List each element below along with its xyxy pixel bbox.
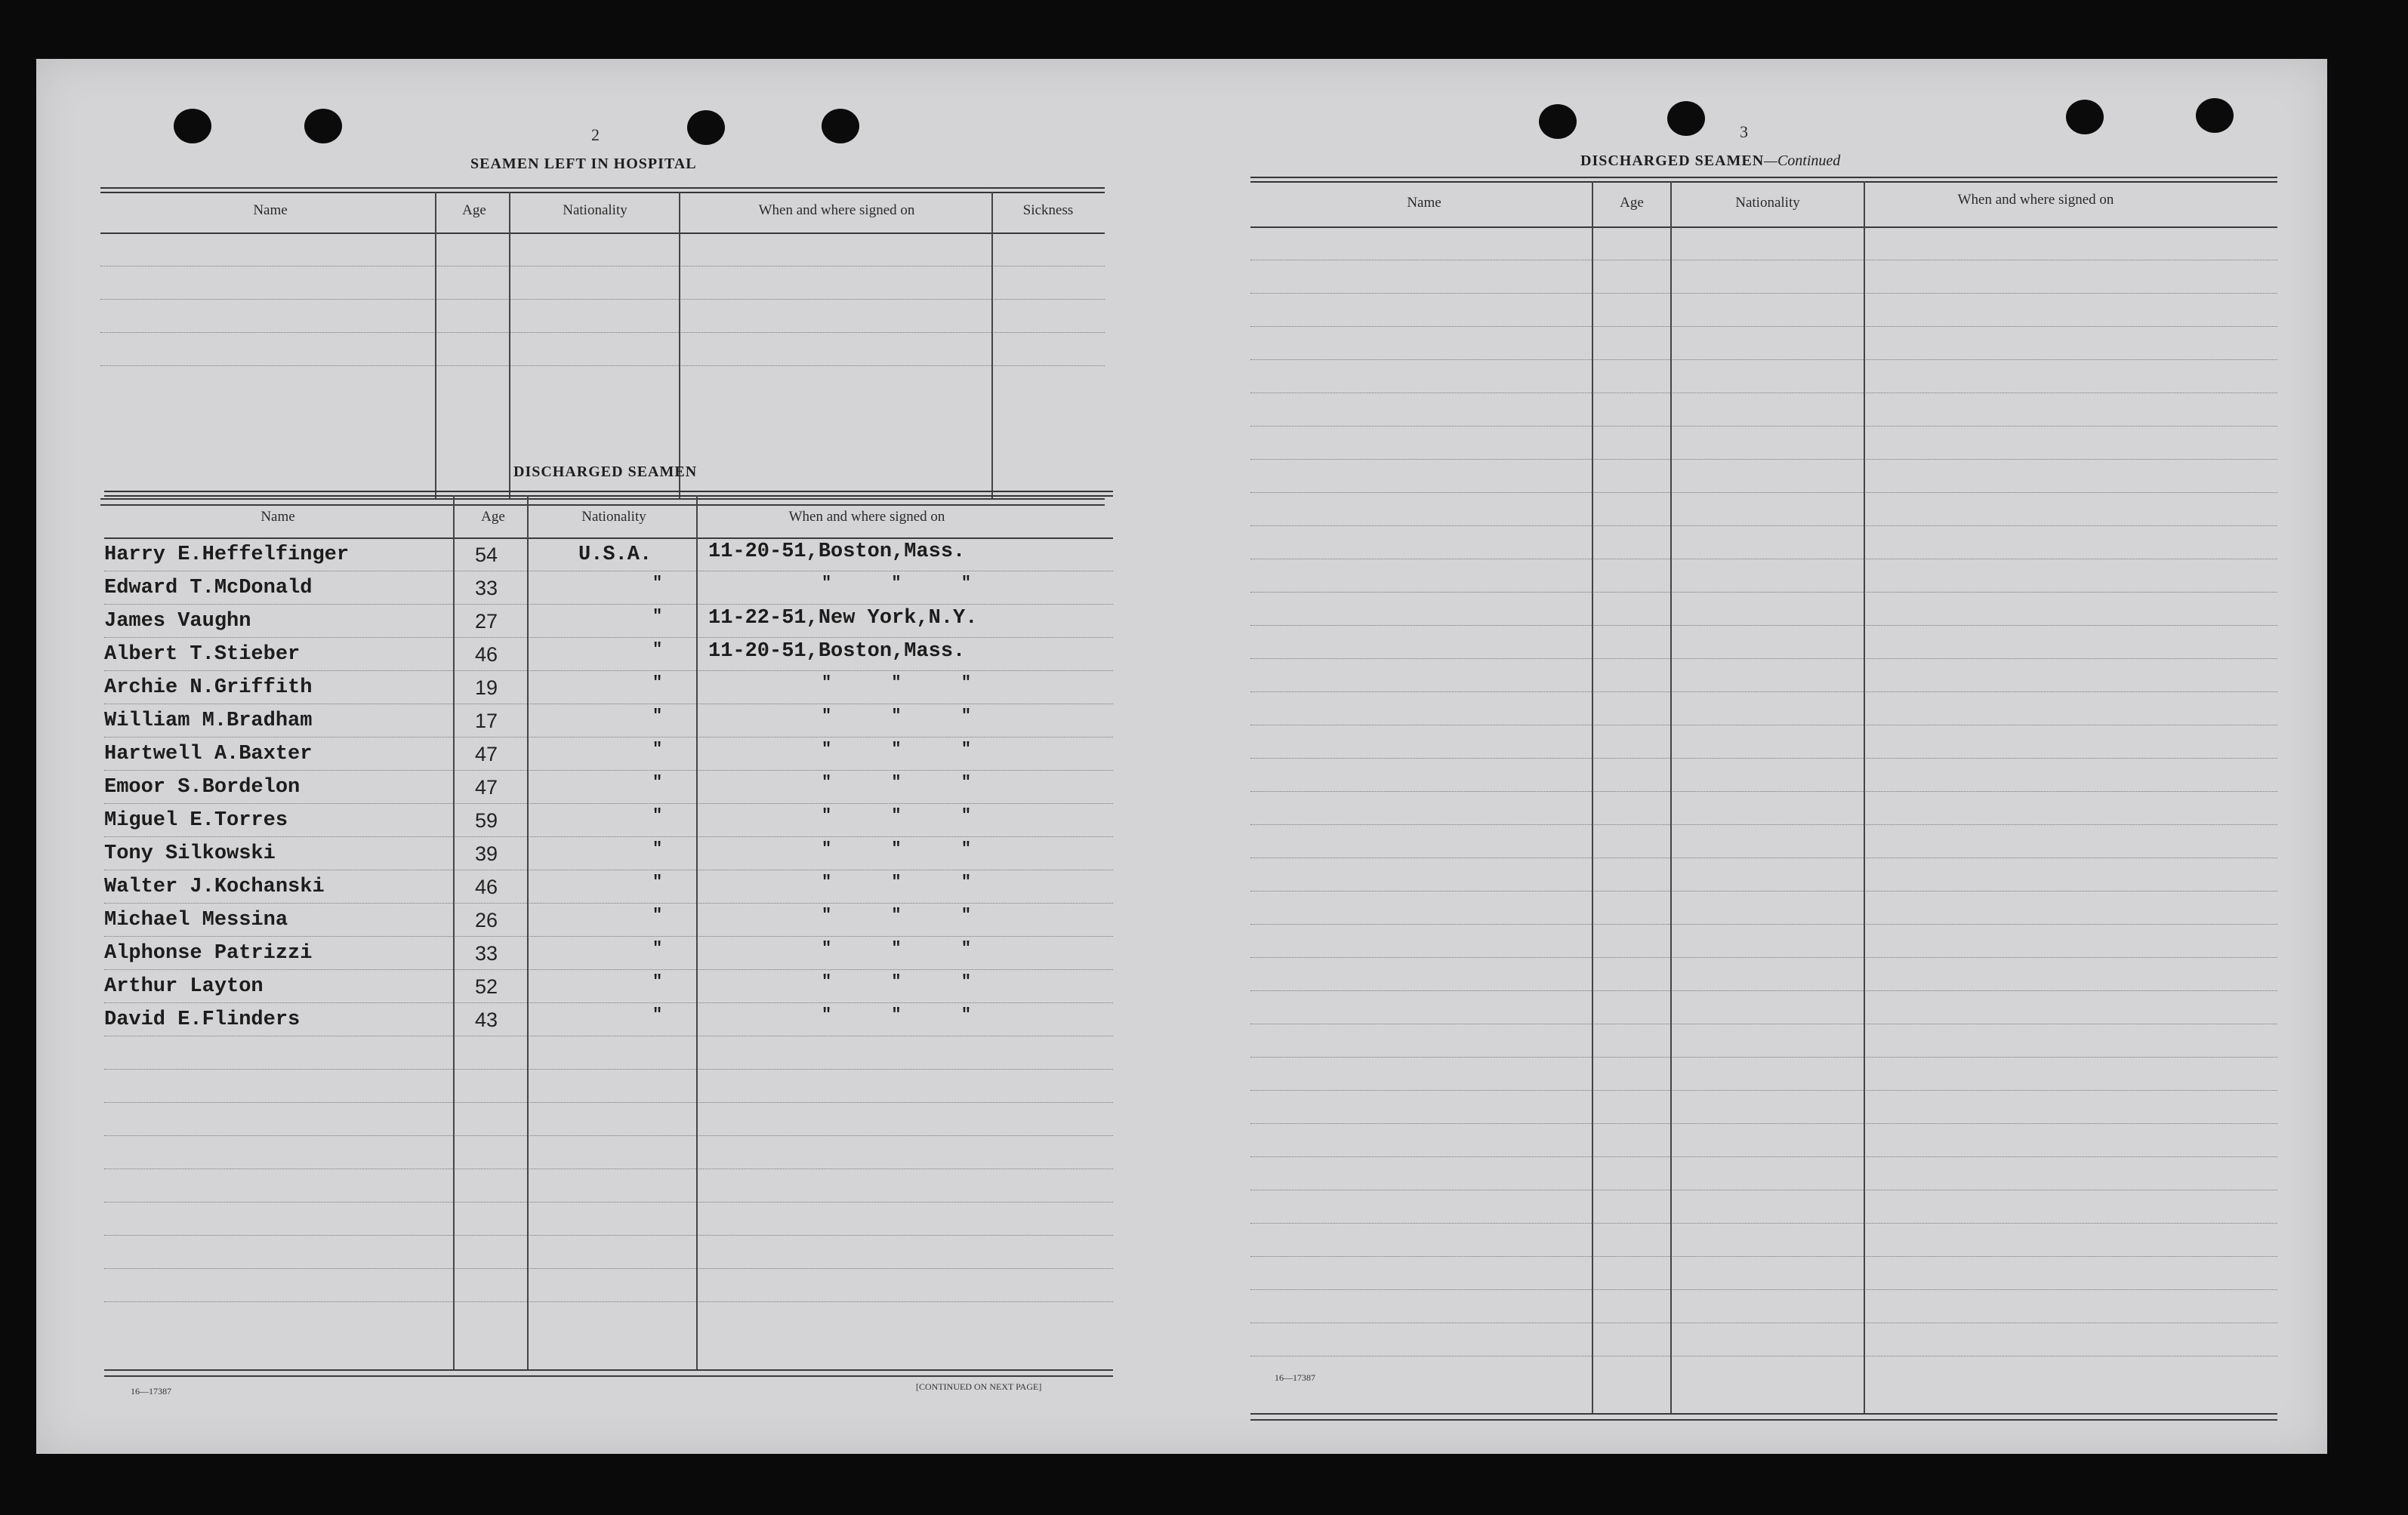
seaman-age: 33 — [474, 942, 498, 965]
seaman-name: Miguel E.Torres — [104, 809, 288, 832]
seaman-nationality: " — [652, 972, 663, 991]
seaman-signed-on: " " " — [822, 972, 972, 991]
seaman-nationality: " — [652, 939, 663, 958]
seaman-signed-on: " " " — [822, 707, 972, 725]
discharged-section-title: DISCHARGED SEAMEN — [513, 463, 698, 480]
seaman-nationality: " — [652, 640, 663, 659]
seaman-name: Alphonse Patrizzi — [104, 942, 313, 965]
seaman-age: 59 — [474, 809, 498, 832]
hospital-col-signed-on: When and where signed on — [758, 202, 915, 218]
seaman-age: 39 — [474, 842, 498, 865]
seaman-name: William M.Bradham — [104, 710, 313, 732]
right-discharged-table — [1250, 177, 2277, 1422]
seaman-name: Tony Silkowski — [104, 842, 276, 865]
seaman-name: Walter J.Kochanski — [104, 876, 325, 898]
discharged-col-signed-on: When and where signed on — [788, 509, 945, 525]
seaman-signed-on: 11-22-51,New York,N.Y. — [708, 607, 978, 630]
seaman-age: 43 — [474, 1008, 498, 1031]
seaman-nationality: " — [652, 707, 663, 725]
seaman-name: Hartwell A.Baxter — [104, 743, 313, 765]
discharged-col-age: Age — [481, 509, 505, 525]
seaman-signed-on: " " " — [822, 1005, 972, 1024]
continued-note: [CONTINUED ON NEXT PAGE] — [916, 1381, 1042, 1392]
punch-hole — [1539, 104, 1577, 139]
seaman-age: 47 — [474, 776, 498, 799]
right-title-continued: —Continued — [1764, 152, 1841, 169]
punch-hole — [1667, 101, 1705, 136]
seaman-age: 17 — [474, 710, 498, 732]
discharged-table — [104, 491, 1113, 1389]
punch-hole — [174, 109, 211, 143]
punch-hole — [687, 110, 725, 145]
seaman-signed-on: " " " — [822, 806, 972, 825]
seaman-age: 27 — [474, 610, 498, 633]
seaman-signed-on: 11-20-51,Boston,Mass. — [708, 540, 966, 563]
seaman-age: 54 — [474, 543, 498, 566]
seaman-nationality: " — [652, 873, 663, 891]
page-number-left: 2 — [591, 125, 600, 144]
right-section-title — [1580, 152, 1840, 170]
seaman-name: Edward T.McDonald — [104, 577, 313, 599]
seaman-nationality: " — [652, 740, 663, 759]
seaman-age: 19 — [474, 676, 498, 699]
seaman-age: 46 — [474, 876, 498, 898]
form-number-right: 16—17387 — [1275, 1372, 1315, 1383]
hospital-col-nationality: Nationality — [563, 202, 627, 218]
seaman-age: 33 — [474, 577, 498, 599]
hospital-col-age: Age — [462, 202, 486, 218]
right-col-nationality: Nationality — [1735, 195, 1800, 211]
punch-hole — [304, 109, 342, 143]
seaman-nationality: " — [652, 574, 663, 593]
seaman-nationality: U.S.A. — [578, 543, 652, 566]
seaman-nationality: " — [652, 773, 663, 792]
seaman-signed-on: " " " — [822, 673, 972, 692]
seaman-nationality: " — [652, 839, 663, 858]
punch-hole — [822, 109, 859, 143]
discharged-col-name: Name — [261, 509, 295, 525]
seaman-name: David E.Flinders — [104, 1008, 301, 1031]
hospital-col-sickness: Sickness — [1022, 202, 1074, 218]
seaman-name: Harry E.Heffelfinger — [104, 543, 350, 566]
seaman-signed-on: 11-20-51,Boston,Mass. — [708, 640, 966, 663]
right-col-signed-on: When and where signed on — [1957, 192, 2114, 208]
seaman-name: Archie N.Griffith — [104, 676, 313, 699]
right-title-main: DISCHARGED SEAMEN — [1580, 152, 1765, 169]
seaman-name: Michael Messina — [104, 909, 288, 931]
discharged-col-nationality: Nationality — [581, 509, 646, 525]
seaman-signed-on: " " " — [822, 740, 972, 759]
seaman-name: James Vaughn — [104, 610, 251, 633]
seaman-nationality: " — [652, 806, 663, 825]
seaman-nationality: " — [652, 906, 663, 925]
seaman-signed-on: " " " — [822, 873, 972, 891]
hospital-section-title: SEAMEN LEFT IN HOSPITAL — [470, 156, 697, 172]
hospital-col-name: Name — [253, 202, 288, 218]
seaman-signed-on: " " " — [822, 906, 972, 925]
seaman-name: Albert T.Stieber — [104, 643, 301, 666]
seaman-name: Emoor S.Bordelon — [104, 776, 301, 799]
seaman-age: 52 — [474, 975, 498, 998]
seaman-name: Arthur Layton — [104, 975, 264, 998]
ledger-sheet — [36, 59, 2327, 1454]
seaman-age: 46 — [474, 643, 498, 666]
seaman-signed-on: " " " — [822, 939, 972, 958]
right-col-age: Age — [1620, 195, 1644, 211]
page-number-right: 3 — [1740, 122, 1748, 141]
punch-hole — [2196, 98, 2234, 133]
form-number-left: 16—17387 — [131, 1386, 171, 1396]
seaman-age: 26 — [474, 909, 498, 931]
punch-hole — [2066, 100, 2104, 134]
seaman-nationality: " — [652, 673, 663, 692]
seaman-nationality: " — [652, 607, 663, 626]
right-col-name: Name — [1407, 195, 1441, 211]
seaman-signed-on: " " " — [822, 839, 972, 858]
seaman-signed-on: " " " — [822, 773, 972, 792]
seaman-age: 47 — [474, 743, 498, 765]
seaman-signed-on: " " " — [822, 574, 972, 593]
seaman-nationality: " — [652, 1005, 663, 1024]
